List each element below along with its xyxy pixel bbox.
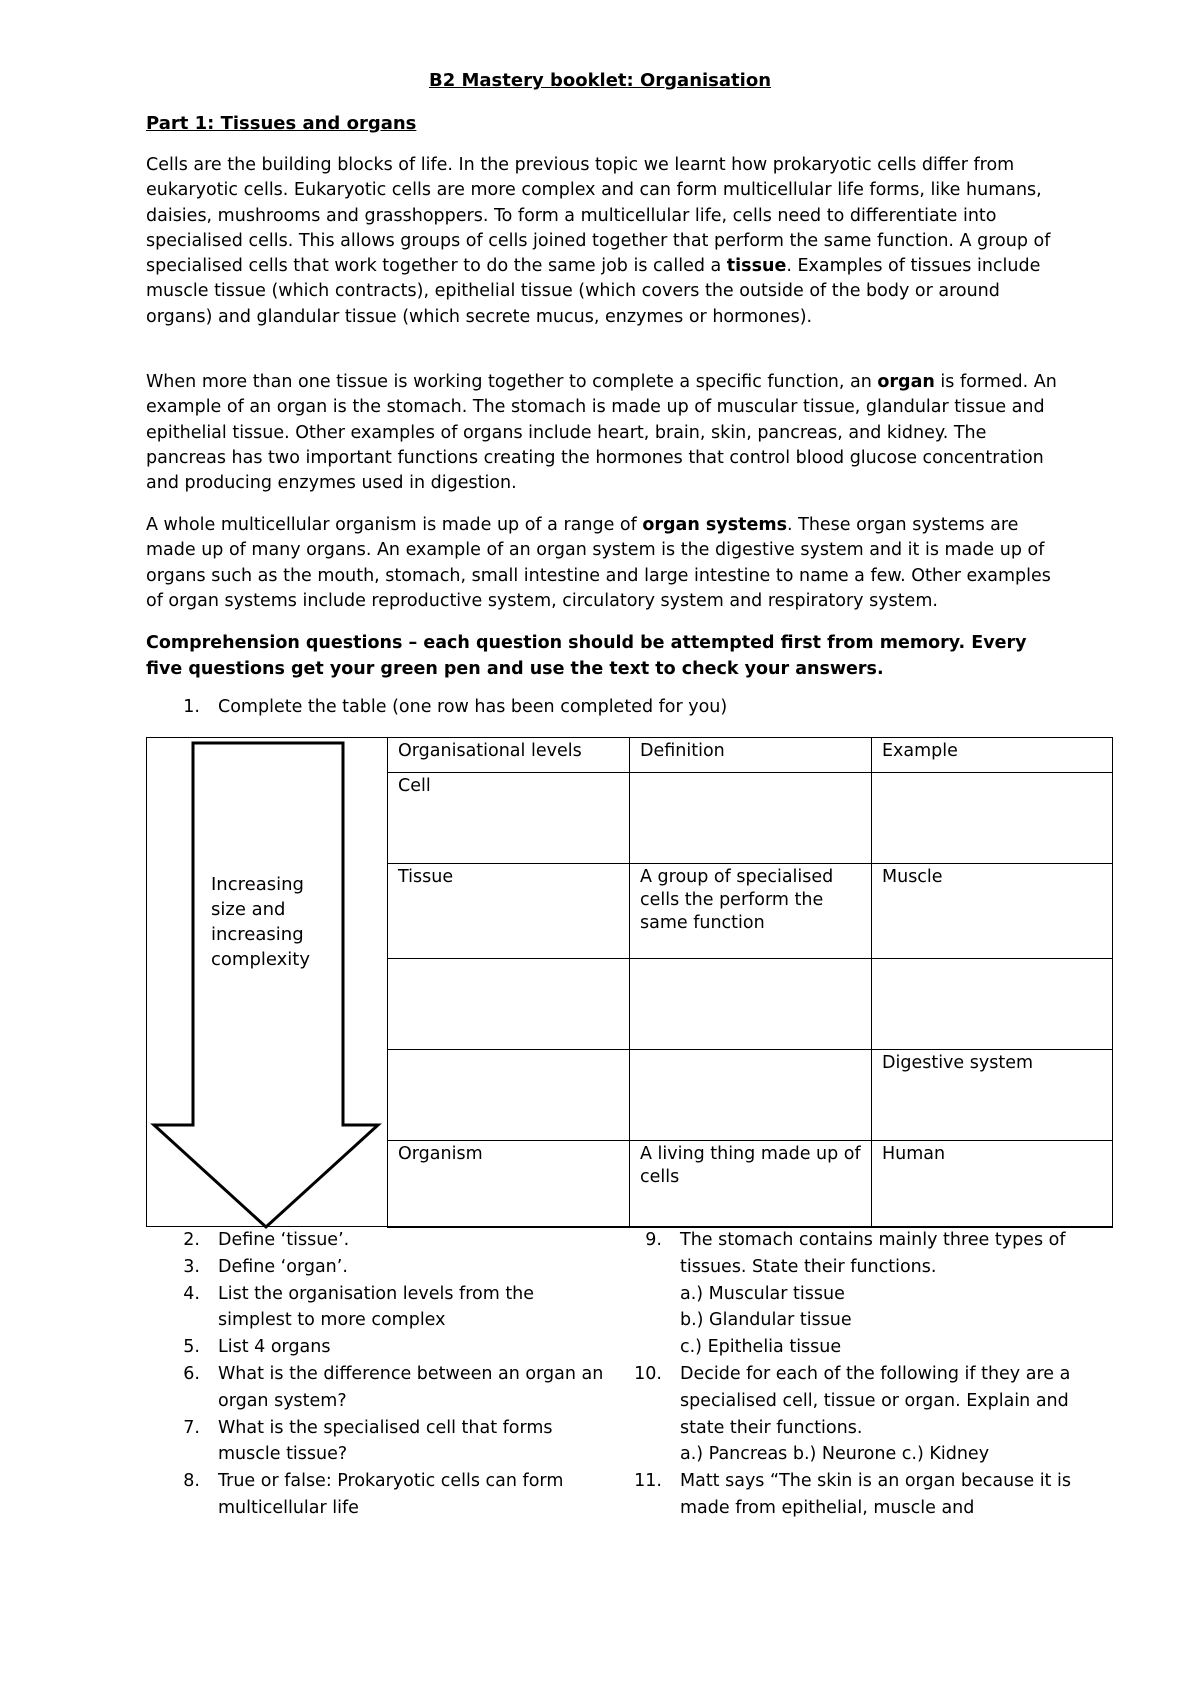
paragraph-text: . These organ systems are made up of many organs. An example of an organ system is the digestive system and it is made up of organs such as the mouth, stomach, small intestine and large intestine to name a few. Other examples of organ systems include reproductive system, circulatory system and respiratory system. [146,515,1051,611]
table-cell [630,1050,872,1141]
question-number: 3. [183,1256,200,1277]
table-row [388,1141,1113,1228]
sub-item: a.) Pancreas b.) Neurone c.) Kidney [680,1444,990,1465]
keyword-organ: organ [877,372,935,392]
table-cell [872,959,1113,1050]
keyword-organ-systems: organ systems [642,515,787,535]
list-item [146,1334,606,1361]
document-title: B2 Mastery booklet: Organisation [428,70,772,91]
question-11 [608,1468,1088,1522]
table-row [388,864,1113,959]
sub-item: c.) Epithelia tissue [680,1337,842,1358]
question-text: Matt says “The skin is an organ because it is made from epithelial, muscle and [680,1471,1071,1518]
question-text: True or false: Prokaryotic cells can form multicellular life [218,1471,564,1518]
question-1 [146,697,727,717]
question-number: 9. [645,1230,662,1250]
keyword-tissue: tissue [726,256,787,277]
questions-right-column [608,1227,1088,1522]
part-heading: Part 1: Tissues and organs [146,113,417,134]
paragraph-organs [146,370,1066,496]
table-cell: Tissue [388,864,630,959]
paragraph-tissues [146,153,1066,330]
question-number: 11. [634,1471,662,1492]
comprehension-instructions: Comprehension questions – each question should be attempted first from memory. Every five questions get your green pen and use the text to check your answers. [146,633,1027,679]
question-text: What is the specialised cell that forms muscle tissue? [218,1417,553,1465]
sub-item: a.) Muscular tissue [680,1283,845,1304]
table-row [388,959,1113,1050]
paragraph-text: is formed. An example of an organ is the stomach. The stomach is made up of muscular tissue, glandular tissue and epithelial tissue. Other examples of organs include heart, brain, skin, pancreas, and kidney. The pancreas has two important functions creating the hormones that control blood glucose concentration and producing enzymes used in digestion. [146,372,1057,494]
organisation-table [387,737,1113,1228]
question-number: 7. [183,1417,200,1438]
down-arrow-icon [150,740,382,1230]
question-text: Complete the table (one row has been completed for you) [218,697,728,717]
table-header-row [388,738,1113,773]
table-cell [630,773,872,864]
table-cell [872,773,1113,864]
questions-left-column [146,1227,606,1522]
list-item [146,1468,606,1522]
question-number: 2. [183,1230,200,1250]
header-cell: Definition [630,738,872,773]
question-text: List the organisation levels from the simplest to more complex [218,1283,535,1331]
question-number: 1. [183,697,200,717]
table-row [388,1050,1113,1141]
table-cell [630,959,872,1050]
table-cell: Cell [388,773,630,864]
table-cell: Muscle [872,864,1113,959]
list-item [146,1227,606,1254]
table-cell: A group of specialised cells the perform the same function [630,864,872,959]
table-cell: Human [872,1141,1113,1228]
paragraph-text: A whole multicellular organism is made up of a range of [146,515,643,535]
list-item [146,1254,606,1281]
question-text: Decide for each of the following if they are a specialised cell, tissue or organ. Explain and state their functions. [680,1363,1071,1438]
sub-item: b.) Glandular tissue [680,1310,852,1331]
arrow-label: Increasing size and increasing complexity [211,874,310,970]
question-number: 6. [183,1363,200,1384]
question-text: The stomach contains mainly three types of tissues. State their functions. [680,1230,1066,1277]
question-9 [608,1227,1088,1281]
header-cell: Organisational levels [388,738,630,773]
question-text: List 4 organs [218,1337,331,1358]
question-number: 8. [183,1471,200,1492]
table-cell: A living thing made up of cells [630,1141,872,1228]
list-item [146,1415,606,1469]
question-text: Define ‘organ’. [218,1256,348,1277]
table-cell: Digestive system [872,1050,1113,1141]
paragraph-text: When more than one tissue is working together to complete a specific function, an [146,372,878,392]
paragraph-text: . Examples of tissues include muscle tissue (which contracts), epithelial tissue (which covers the outside of the body or around organs) and glandular tissue (which secrete mucus, enzymes or hormones). [146,256,1041,327]
table-cell [388,1050,630,1141]
table-cell [388,959,630,1050]
list-item [146,1361,606,1415]
question-number: 5. [183,1337,200,1358]
question-text: What is the difference between an organ an organ system? [218,1363,604,1411]
table-row [388,773,1113,864]
list-item [146,1281,606,1335]
question-text: Define ‘tissue’. [218,1230,350,1250]
question-10 [608,1361,1088,1441]
question-number: 10. [634,1363,662,1384]
paragraph-organ-systems [146,513,1066,614]
table-cell: Organism [388,1141,630,1228]
header-cell: Example [872,738,1113,773]
question-number: 4. [183,1283,200,1304]
paragraph-text: Cells are the building blocks of life. In the previous topic we learnt how prokaryotic cells differ from eukaryotic cells. Eukaryotic cells are more complex and can form multicellular life forms, like humans, daisies, mushrooms and grasshoppers. To form a multicellular life, cells need to differentiate into specialised cells. This allows groups of cells joined together that perform the same function. A group of specialised cells that work together to do the same job is called a [146,155,1051,277]
